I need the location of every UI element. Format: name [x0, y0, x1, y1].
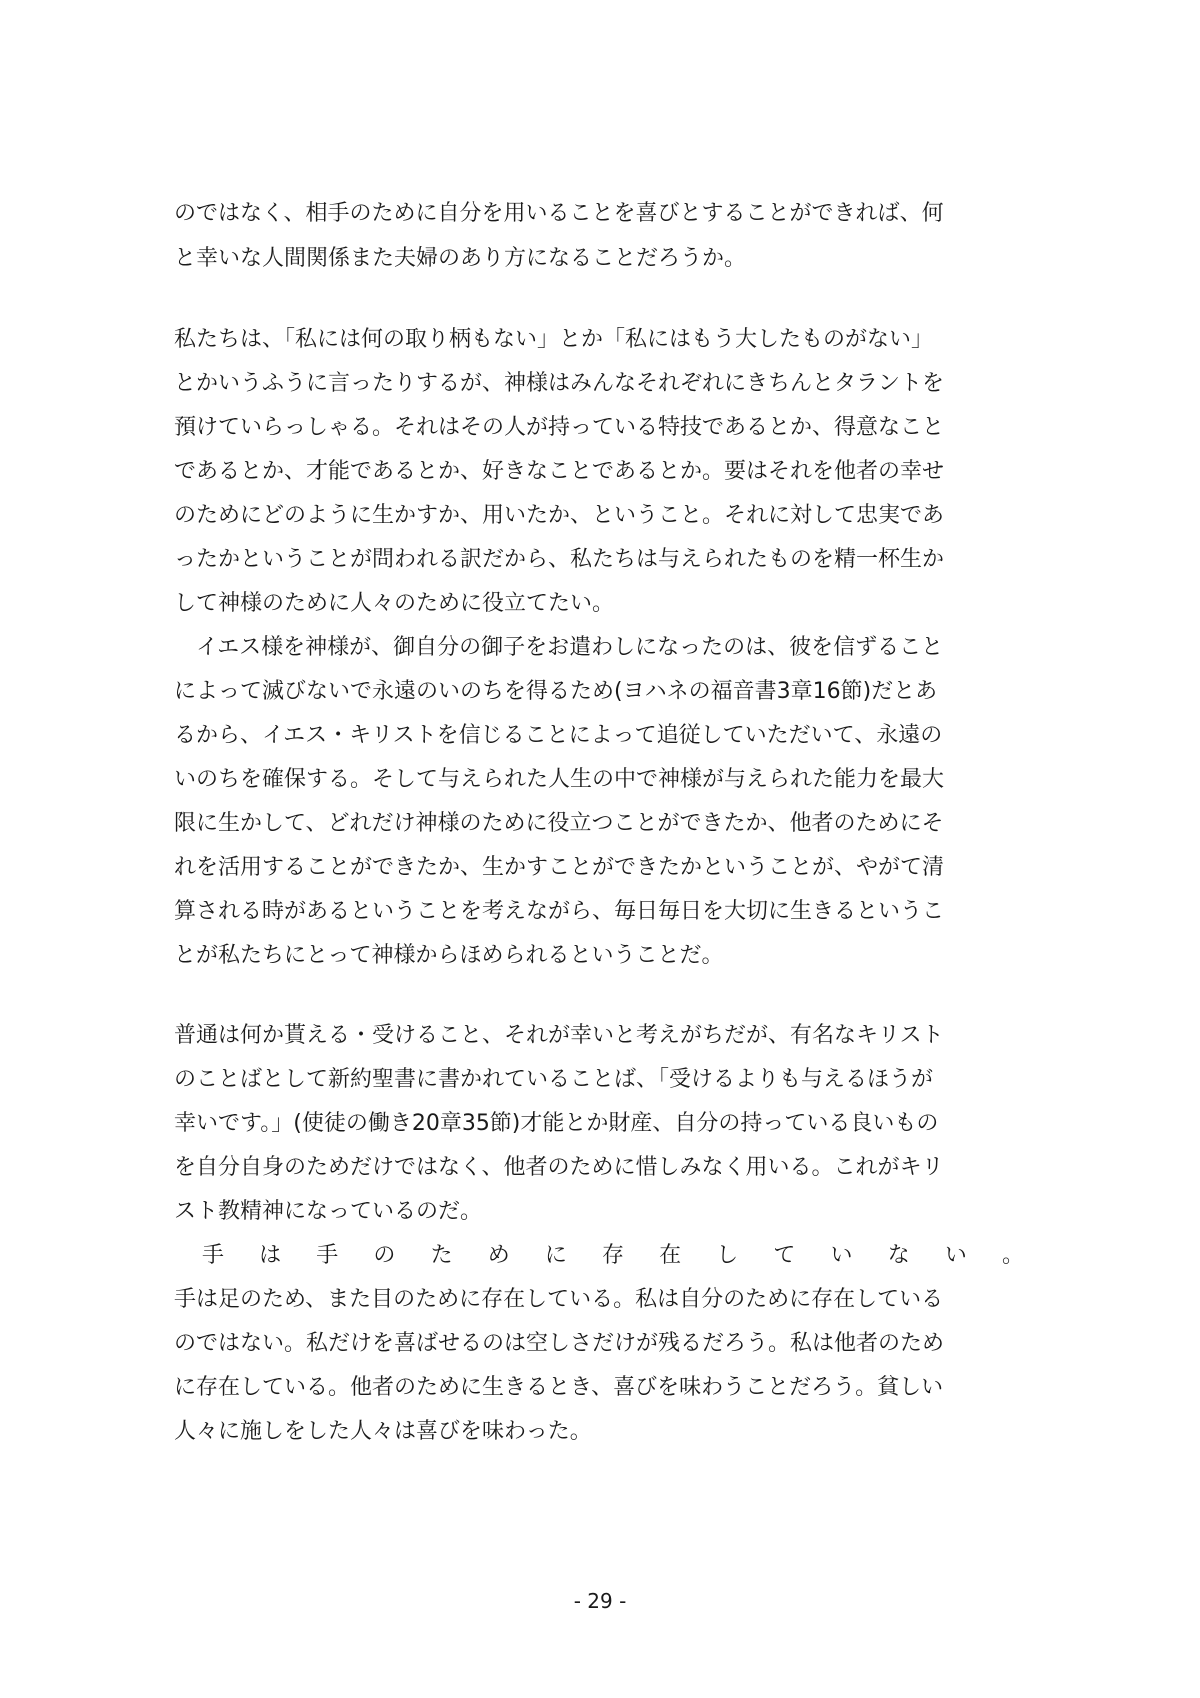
text-line: であるとか、才能であるとか、好きなことであるとか。要はそれを他者の幸せ	[174, 459, 945, 484]
text-line: 人々に施しをした人々は喜びを味わった。	[174, 1419, 592, 1444]
text-line: スト教精神になっているのだ。	[174, 1199, 483, 1224]
spaced-char: い	[830, 1243, 853, 1268]
text-line: 手は足のため、また目のために存在している。私は自分のために存在している	[174, 1287, 944, 1312]
spaced-char: の	[373, 1243, 396, 1268]
text-line: 預けていらっしゃる。それはその人が持っている特技であるとか、得意なこと	[174, 415, 945, 440]
text-line: いのちを確保する。そして与えられた人生の中で神様が与えられた能力を最大	[174, 767, 945, 792]
text-line: イエス様を神様が、御自分の御子をお遣わしになったのは、彼を信ずること	[174, 635, 944, 660]
text-line: れを活用することができたか、生かすことができたかということが、やがて清	[174, 855, 945, 880]
text-line: によって滅びないで永遠のいのちを得るため(ヨハネの福音書3章16節)だとあ	[174, 679, 938, 704]
spaced-char: 手	[316, 1243, 339, 1268]
spaced-char: い	[944, 1243, 967, 1268]
text-line: を自分自身のためだけではなく、他者のために惜しみなく用いる。これがキリ	[174, 1155, 944, 1180]
spaced-text-line	[202, 1236, 1024, 1276]
spaced-char: て	[773, 1243, 796, 1268]
spaced-char: 存	[601, 1243, 624, 1268]
text-line: とが私たちにとって神様からほめられるということだ。	[174, 943, 724, 968]
spaced-char: し	[716, 1243, 739, 1268]
spaced-char: に	[544, 1243, 567, 1268]
text-line: のことばとして新約聖書に書かれていることば、「受けるよりも与えるほうが	[174, 1067, 934, 1092]
text-line: 算される時があるということを考えながら、毎日毎日を大切に生きるというこ	[174, 899, 945, 924]
text-line: のではなく、相手のために自分を用いることを喜びとすることができれば、何	[174, 201, 944, 226]
text-line: と幸いな人間関係また夫婦のあり方になることだろうか。	[174, 246, 747, 271]
spaced-char: め	[487, 1243, 510, 1268]
spaced-char: 。	[1001, 1243, 1024, 1268]
spaced-char: 在	[659, 1243, 682, 1268]
text-line: 限に生かして、どれだけ神様のために役立つことができたか、他者のためにそ	[174, 811, 944, 836]
page-number: - 29 -	[573, 1589, 627, 1613]
text-line: のためにどのように生かすか、用いたか、ということ。それに対して忠実であ	[174, 503, 945, 528]
text-line: のではない。私だけを喜ばせるのは空しさだけが残るだろう。私は他者のため	[174, 1331, 945, 1356]
spaced-char: は	[259, 1243, 282, 1268]
spaced-char: た	[430, 1243, 453, 1268]
spaced-char: 手	[202, 1243, 225, 1268]
text-line: るから、イエス・キリストを信じることによって追従していただいて、永遠の	[174, 723, 943, 748]
spaced-char: な	[887, 1243, 910, 1268]
text-line: して神様のために人々のために役立てたい。	[174, 591, 615, 616]
text-line: 普通は何か貰える・受けること、それが幸いと考えがちだが、有名なキリスト	[174, 1023, 944, 1048]
text-line: 私たちは、「私には何の取り柄もない」とか「私にはもう大したものがない」	[174, 327, 934, 352]
text-line: ったかということが問われる訳だから、私たちは与えられたものを精一杯生か	[174, 547, 945, 572]
text-line: に存在している。他者のために生きるとき、喜びを味わうことだろう。貧しい	[174, 1375, 944, 1400]
text-line: 幸いです。」(使徒の働き20章35節)才能とか財産、自分の持っている良いもの	[174, 1111, 939, 1136]
text-line: とかいうふうに言ったりするが、神様はみんなそれぞれにきちんとタラントを	[174, 371, 945, 396]
